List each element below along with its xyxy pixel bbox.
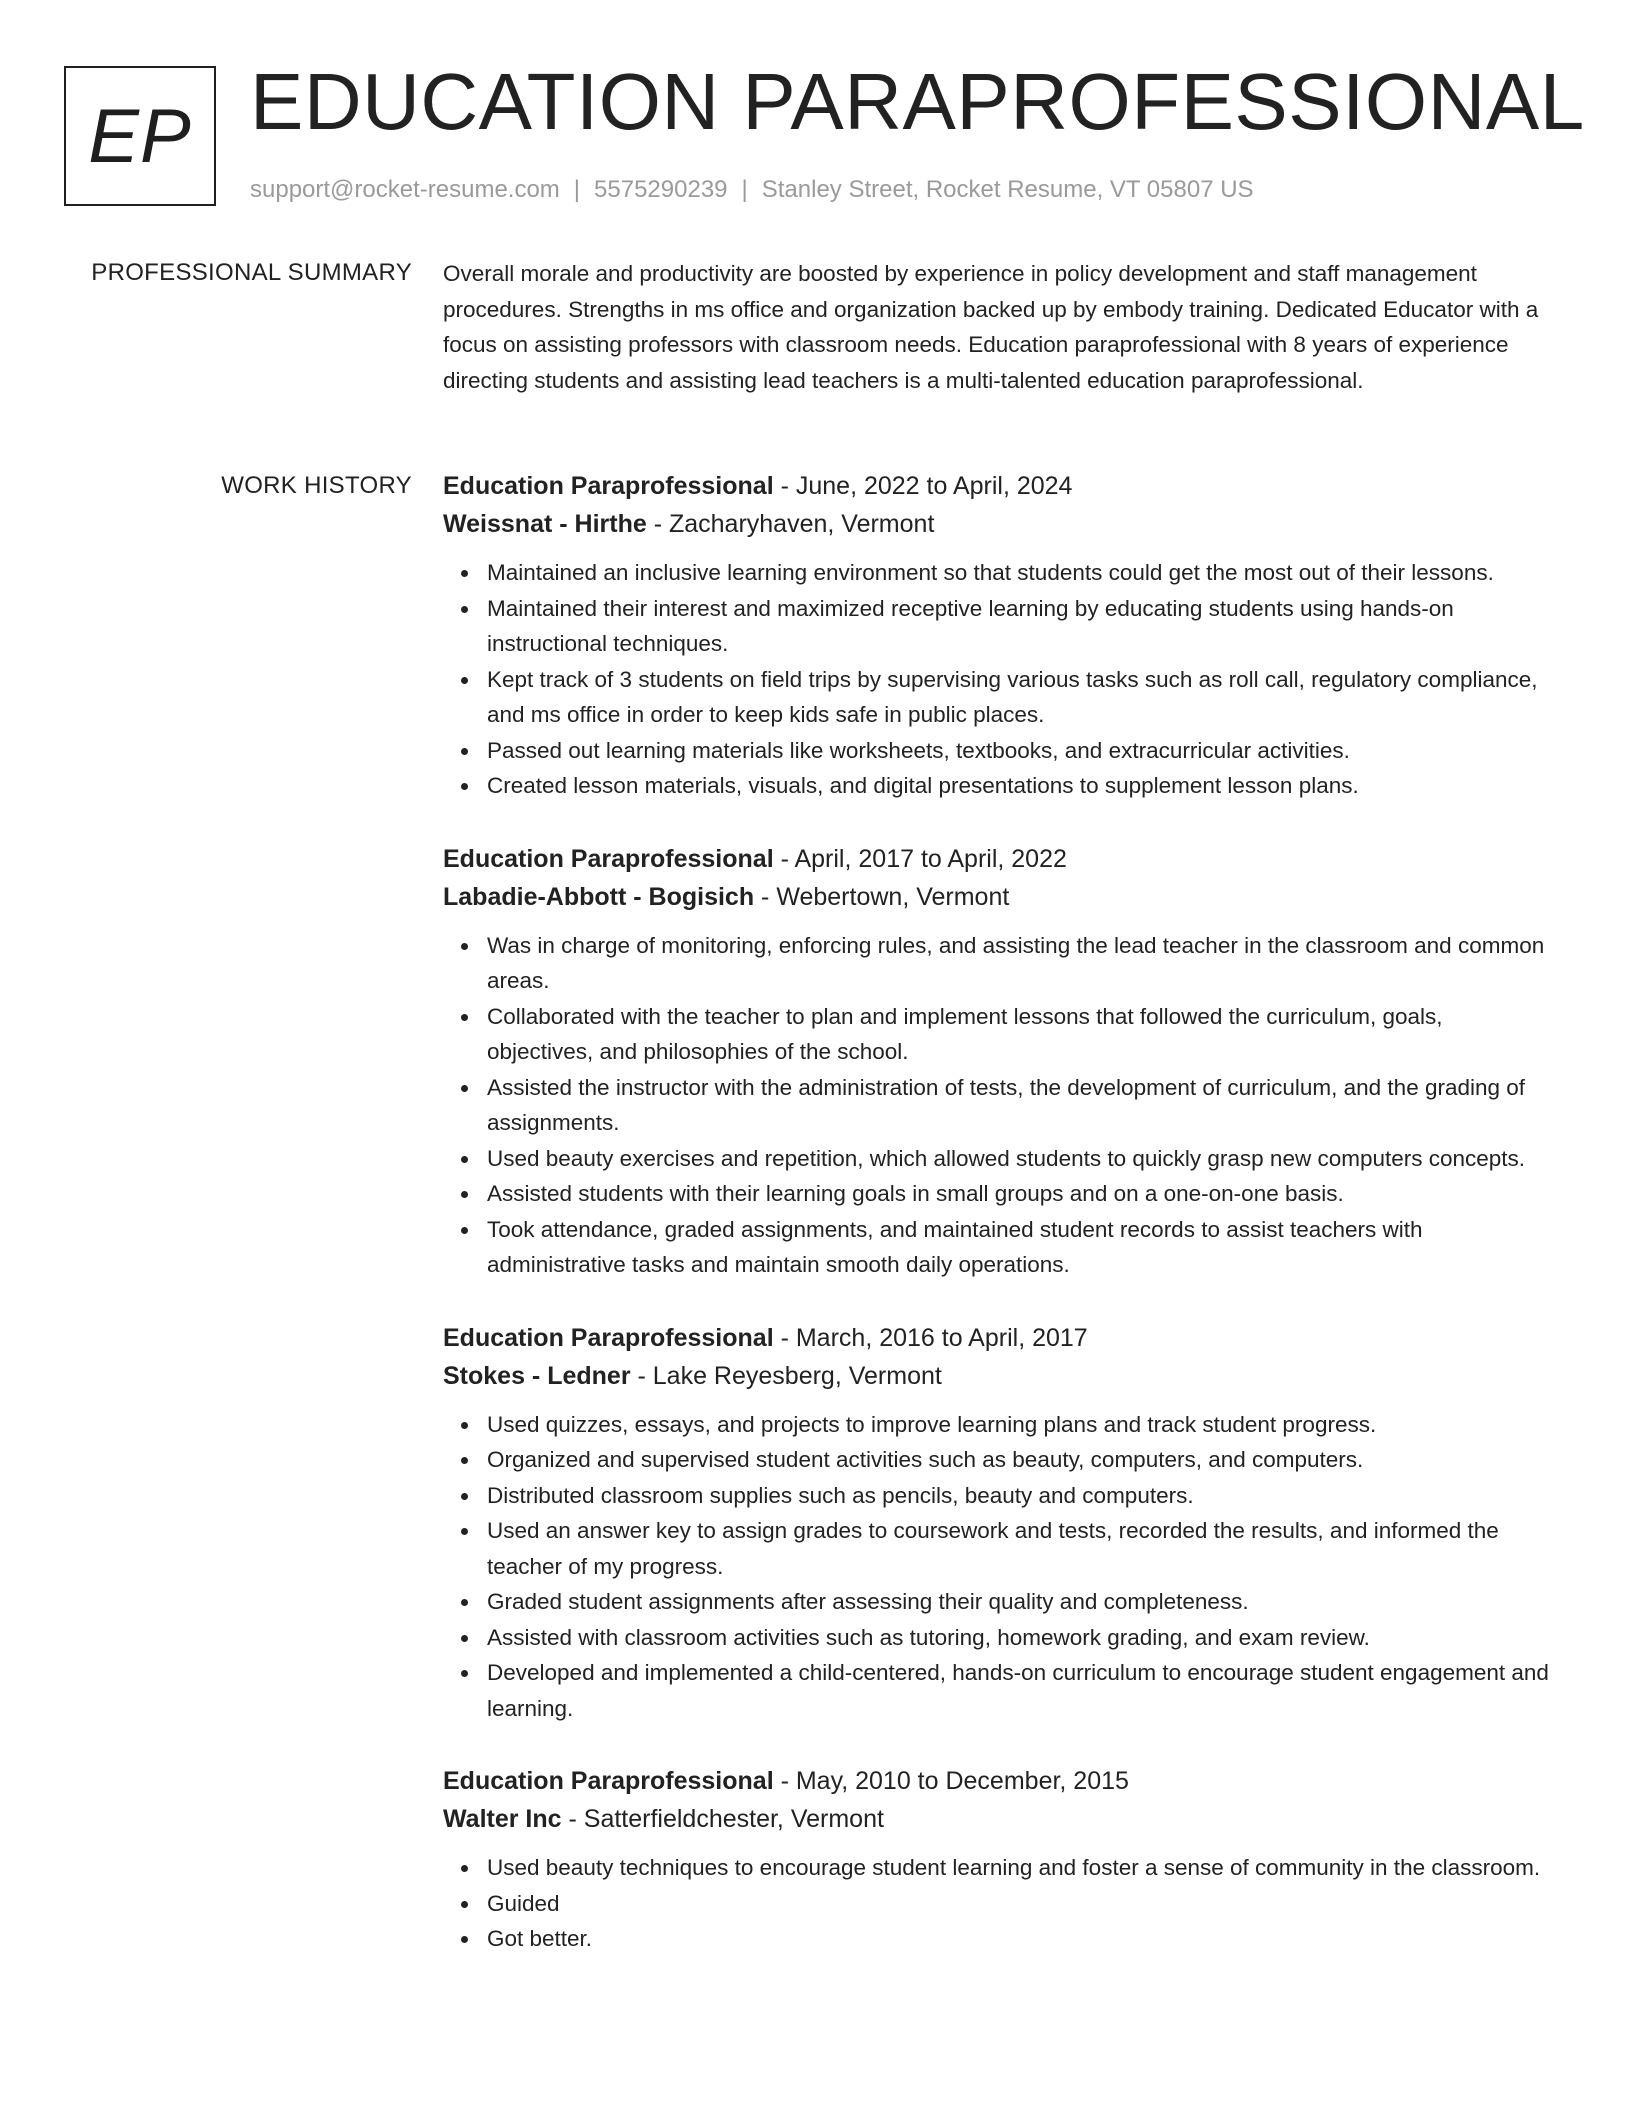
job-bullet: Used quizzes, essays, and projects to improve learning plans and track student progress. xyxy=(487,1407,1553,1443)
job-dates: - June, 2022 to April, 2024 xyxy=(773,472,1073,500)
work-history-label: WORK HISTORY xyxy=(221,472,412,499)
resume-name: EDUCATION PARAPROFESSIONAL xyxy=(250,57,1585,146)
job-bullet: Used beauty exercises and repetition, which allowed students to quickly grasp new computers concepts. xyxy=(487,1141,1553,1177)
job-bullet: Distributed classroom supplies such as pencils, beauty and computers. xyxy=(487,1478,1553,1514)
contact-separator: | xyxy=(741,176,748,203)
contact-line xyxy=(250,174,1254,206)
job-bullet: Was in charge of monitoring, enforcing rules, and assisting the lead teacher in the classroom and common areas. xyxy=(487,928,1553,999)
summary-label: PROFESSIONAL SUMMARY xyxy=(91,259,412,286)
job-bullet-list xyxy=(443,555,1553,804)
job-bullet: Used beauty techniques to encourage student learning and foster a sense of community in the classroom. xyxy=(487,1850,1553,1886)
job-location: - Zacharyhaven, Vermont xyxy=(646,510,935,538)
job-bullet: Used an answer key to assign grades to coursework and tests, recorded the results, and informed the teacher of my progress. xyxy=(487,1513,1553,1584)
summary-body xyxy=(443,256,1553,398)
job-bullet-list xyxy=(443,928,1553,1283)
job-location: - Lake Reyesberg, Vermont xyxy=(630,1361,942,1390)
job-entry xyxy=(443,467,1553,804)
job-title-line xyxy=(443,840,1553,878)
job-bullet-list xyxy=(443,1407,1553,1727)
contact-phone: 5575290239 xyxy=(594,176,728,203)
job-title-line xyxy=(443,1319,1553,1357)
job-title: Education Paraprofessional xyxy=(443,1323,774,1352)
job-entry xyxy=(443,840,1553,1283)
job-bullet: Graded student assignments after assessing their quality and completeness. xyxy=(487,1584,1553,1620)
job-title: Education Paraprofessional xyxy=(443,1767,774,1795)
job-bullet: Guided xyxy=(487,1886,1553,1922)
job-bullet: Took attendance, graded assignments, and maintained student records to assist teachers with administrative tasks and maintain smooth daily operations. xyxy=(487,1212,1553,1283)
monogram-initials: EP xyxy=(88,93,192,179)
job-dates: - March, 2016 to April, 2017 xyxy=(773,1323,1088,1352)
contact-separator: | xyxy=(573,176,581,203)
job-bullet: Assisted students with their learning goals in small groups and on a one-on-one basis. xyxy=(487,1176,1553,1212)
job-bullet-list xyxy=(443,1850,1553,1957)
job-bullet: Passed out learning materials like worksheets, textbooks, and extracurricular activities. xyxy=(487,733,1553,769)
summary-text: Overall morale and productivity are boosted by experience in policy development and staff management procedures. Strengths in ms office and organization backed up by embody training. Dedicated Educator with a focus on assisting professors with classroom needs. Education paraprofessional with 8 years of experience directing students and assisting lead teachers is a multi-talented education paraprofessional. xyxy=(443,261,1539,393)
job-bullet: Maintained an inclusive learning environment so that students could get the most out of their lessons. xyxy=(487,555,1553,591)
job-company-line xyxy=(443,1357,1553,1395)
job-dates: - May, 2010 to December, 2015 xyxy=(773,1767,1129,1795)
work-history-body xyxy=(443,467,1553,1993)
job-entry xyxy=(443,1762,1553,1957)
job-location: - Webertown, Vermont xyxy=(754,882,1010,911)
monogram-box xyxy=(64,66,216,206)
job-title-line xyxy=(443,1762,1553,1800)
job-company-line xyxy=(443,878,1553,916)
job-company: Labadie-Abbott - Bogisich xyxy=(443,882,755,911)
job-bullet: Collaborated with the teacher to plan and implement lessons that followed the curriculum, goals, objectives, and philosophies of the school. xyxy=(487,999,1553,1070)
job-bullet: Created lesson materials, visuals, and digital presentations to supplement lesson plans. xyxy=(487,768,1553,804)
job-bullet: Developed and implemented a child-centered, hands-on curriculum to encourage student engagement and learning. xyxy=(487,1655,1553,1726)
contact-address: Stanley Street, Rocket Resume, VT 05807 US xyxy=(761,176,1254,203)
job-title-line xyxy=(443,467,1553,505)
job-company: Stokes - Ledner xyxy=(443,1361,631,1390)
job-bullet: Organized and supervised student activities such as beauty, computers, and computers. xyxy=(487,1442,1553,1478)
job-company: Weissnat - Hirthe xyxy=(443,510,647,538)
job-entry xyxy=(443,1319,1553,1727)
job-location: - Satterfieldchester, Vermont xyxy=(561,1805,884,1833)
job-bullet: Assisted the instructor with the administration of tests, the development of curriculum, and the grading of assignments. xyxy=(487,1070,1553,1141)
job-bullet: Maintained their interest and maximized receptive learning by educating students using hands-on instructional techniques. xyxy=(487,591,1553,662)
job-dates: - April, 2017 to April, 2022 xyxy=(773,844,1067,873)
job-company-line xyxy=(443,505,1553,543)
job-company-line xyxy=(443,1800,1553,1838)
job-bullet: Kept track of 3 students on field trips by supervising various tasks such as roll call, regulatory compliance, and ms office in order to keep kids safe in public places. xyxy=(487,662,1553,733)
contact-email: support@rocket-resume.com xyxy=(250,176,560,203)
job-title: Education Paraprofessional xyxy=(443,844,774,873)
job-title: Education Paraprofessional xyxy=(443,472,774,500)
job-bullet: Assisted with classroom activities such as tutoring, homework grading, and exam review. xyxy=(487,1620,1553,1656)
job-bullet: Got better. xyxy=(487,1921,1553,1957)
job-company: Walter Inc xyxy=(443,1805,562,1833)
